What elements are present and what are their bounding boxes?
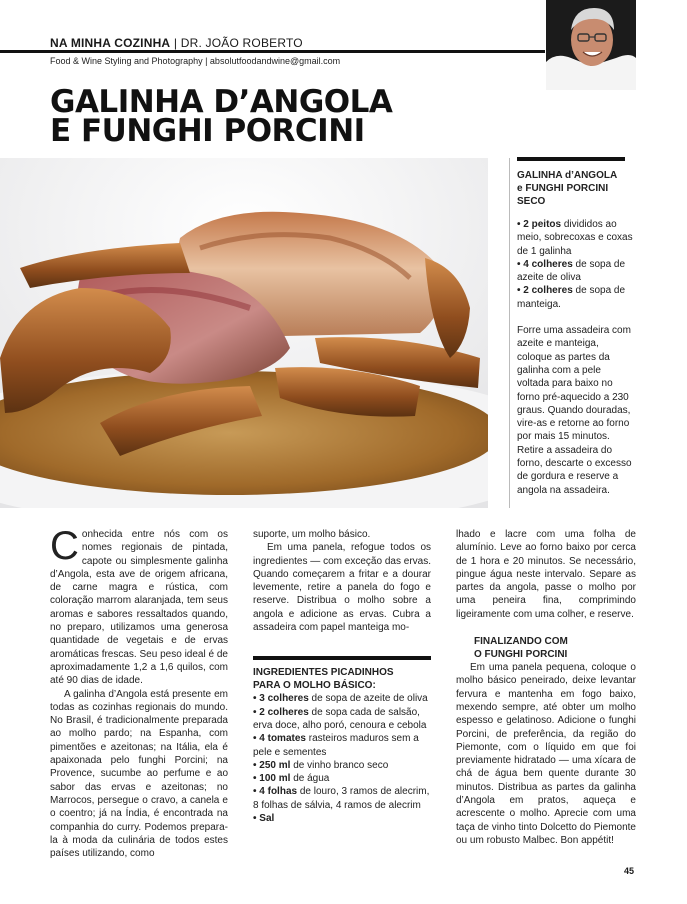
ingredient-item: • 2 colheres de sopa cada de salsão, erva doce, alho poró, cenoura e cebola [253, 706, 427, 731]
title-line-2: E FUNGHI PORCINI [50, 113, 365, 149]
ingredient-item: • 250 ml de vinho branco seco [253, 759, 389, 771]
page-number: 45 [624, 866, 635, 876]
sidebar-title [517, 169, 635, 208]
sidebar-rule [517, 157, 625, 161]
dish-photo [0, 158, 488, 508]
author-portrait [546, 0, 636, 90]
article-paragraph: lhado e lacre com uma folha de alumínio. Leve ao forno baixo por cerca de 1 hora e 20 minutos. Se necessário, pingue água neste intervalo. Separe as partes da angola, passe o molho por uma peneira fina, comprimindo ligeiramente com uma colher, e reserve. [456, 529, 636, 620]
ingredient-item: • 4 tomates rasteiros maduros sem a pele e sementes [253, 733, 419, 758]
ingredient-item: • 3 colheres de sopa de azeite de oliva [253, 693, 428, 705]
page-header [50, 36, 545, 50]
article-paragraph: Em uma panela, refogue todos os ingredientes — com exceção das ervas. Quando começarem a fritar e a dourar levemente, retire a panela do fogo e reserve. Distribua o molho sobre a angola e adicione as ervas. Cubra a assadeira com papel manteiga mo- [253, 542, 431, 634]
article-paragraph: Em uma panela pequena, coloque o molho básico peneirado, deixe levantar fervura e mantenha em fogo baixo, mexendo sempre, até obter um molho espesso e gelatinoso. Adicione o funghi Porcini, de preferência, da região do Piemonte, com o líquido em que foi previamente hidratado — uma xícara de chá de água bem quente durante 30 minutos. Distribua as partes da galinha d’Angola em pratos, aqueça e acrescente o molho. Aprecie com uma taça de vinho tinto Dolcetto do Piemonte ou um robusto Malbec. Bon appétit! [456, 662, 636, 846]
author-name: DR. JOÃO ROBERTO [180, 36, 303, 50]
ingredients-rule [253, 656, 431, 660]
article-column-2 [253, 528, 431, 825]
article-paragraph: suporte, um molho básico. [253, 529, 371, 540]
article-column-3 [456, 528, 636, 847]
sidebar-title-line: GALINHA d’ANGOLA [517, 170, 618, 181]
ingredient-item: • Sal [253, 813, 275, 825]
section-name: NA MINHA COZINHA [50, 36, 171, 50]
sidebar-recipe [517, 157, 635, 497]
title-line-1: GALINHA D’ANGOLA [50, 84, 393, 120]
finishing-subtitle: FINALIZANDO COM O FUNGHI PORCINI [474, 636, 568, 661]
sidebar-instructions: Forre uma assadeira com azeite e manteiga, coloque as partes da galinha com a pele voltada para baixo no forno pré-aquecido a 230 graus. Quando douradas, vire-as e retorne ao forno por mais 15 minutos. Retire a assadeira do forno, descarte o excesso de gordura e reserve a angola na assadeira. [517, 325, 632, 496]
header-separator: | [173, 36, 178, 50]
header-contact: Food & Wine Styling and Photography | absolutfoodandwine@gmail.com [50, 56, 341, 66]
header-byline [50, 36, 545, 50]
ingredients-list [253, 692, 431, 825]
sidebar-ingredient: • 4 colheres de sopa de azeite de oliva [517, 258, 626, 284]
header-rule [0, 50, 545, 53]
sidebar-ingredient: • 2 colheres de sopa de manteiga. [517, 285, 626, 310]
sidebar-ingredient: • 2 peitos divididos ao meio, sobrecoxas e coxas de 1 galinha [517, 219, 633, 257]
sidebar-title-line: e FUNGHI PORCINI [517, 183, 609, 194]
ingredient-item: • 4 folhas de louro, 3 ramos de alecrim, 8 folhas de sálvia, 4 ramos de alecrim [253, 786, 430, 811]
sidebar-title-line: SECO [517, 196, 546, 207]
article-title [50, 84, 393, 149]
sidebar-divider [509, 158, 510, 508]
article-paragraph: Conhecida entre nós com os nomes regionais de pintada, capote ou simplesmente galinha d’Angola, esta ave de origem africana, de carne magra e rústica, com coloração marrom alaranjada, tem seus aromas e sabores ressaltados quando, no preparo, utilizamos uma generosa quantidade de vegetais e de ervas aromáticas frescas. Seu peso ideal é de aproximadamente 1,2 a 1,6 quilos, com até 90 dias de idade. [50, 524, 228, 687]
drop-cap: C [50, 524, 79, 568]
ingredient-item: • 100 ml de água [253, 773, 330, 785]
article-paragraph: A galinha d’Angola está presente em todas as cozinhas regionais do mundo. No Brasil, é tradicionalmente preparada ao molho pardo; na Espanha, com pimentões e azeitonas; na Itália, ela é apaixonada pelo funghi Porcini; na Provence, sucumbe ao perfume e ao sabor das ervas e azeitonas; no Marrocos, persegue o cravo, a canela e o coentro; já na Índia, é encontrada na companhia do curry. Podemos prepara-la à moda da culinária de todos estes países utilizando, como [50, 688, 228, 860]
article-column-1 [50, 524, 228, 860]
ingredients-title: INGREDIENTES PICADINHOS PARA O MOLHO BÁSICO: [253, 667, 394, 692]
